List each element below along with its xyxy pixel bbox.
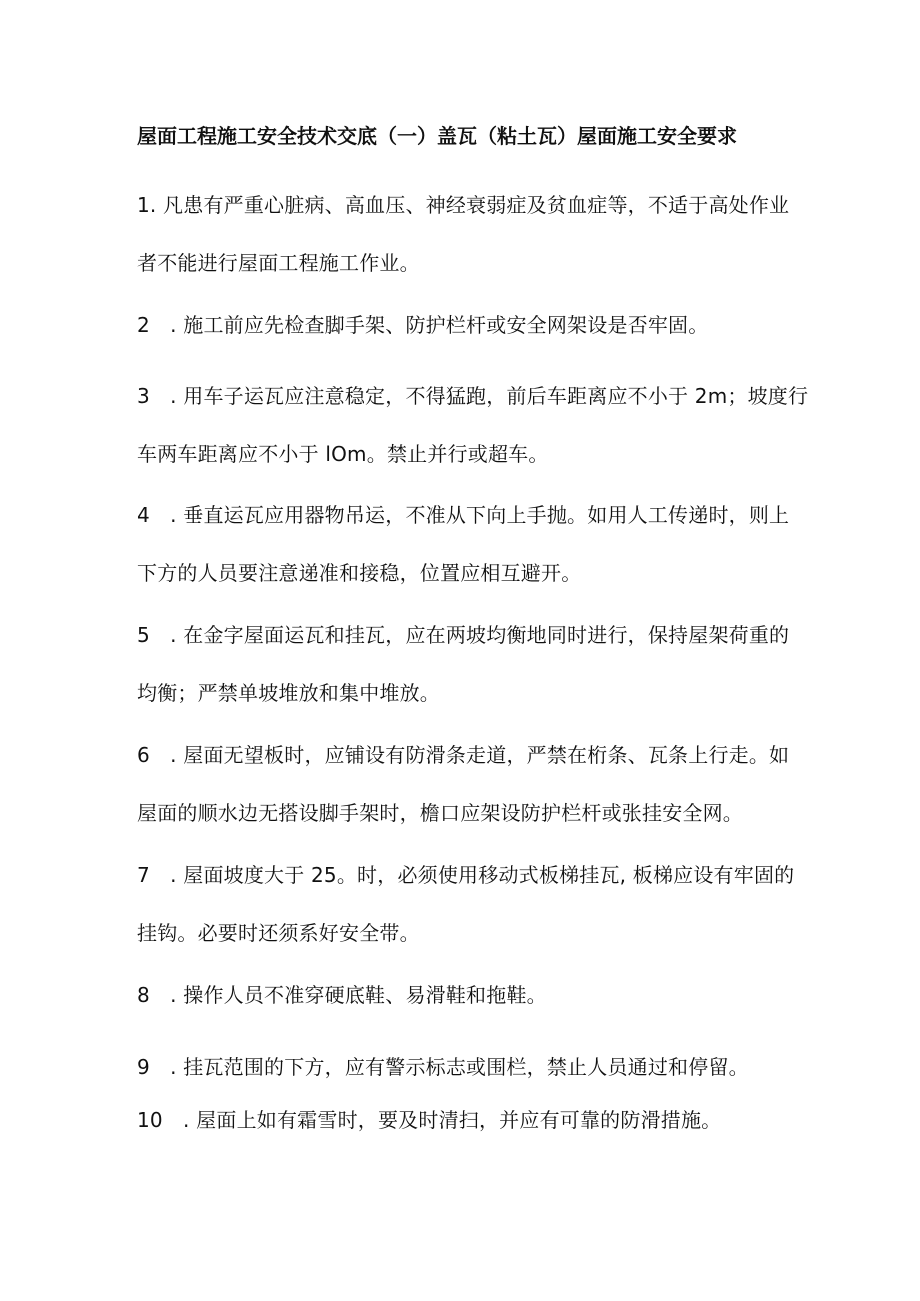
list-item-7 <box>137 846 795 962</box>
list-item-3 <box>137 367 809 483</box>
list-item-2 <box>137 296 787 354</box>
list-item-line: 挂钩。必要时还须系好安全带。 <box>137 921 420 945</box>
list-item-line: 车两车距离应不小于 lOm。禁止并行或超车。 <box>137 442 549 466</box>
list-item-line: 7 . 屋面坡度大于 25。时，必须使用移动式板梯挂瓦, 板梯应设有牢固的 <box>137 863 795 887</box>
list-item-line: 9 . 挂瓦范围的下方，应有警示标志或围栏，禁止人员通过和停留。 <box>137 1055 749 1079</box>
list-item-9 <box>137 1038 787 1096</box>
list-item-line: 2 . 施工前应先检查脚手架、防护栏杆或安全网架设是否牢固。 <box>137 313 709 337</box>
list-item-6 <box>137 726 790 842</box>
list-item-line: 下方的人员要注意递准和接稳，位置应相互避开。 <box>137 561 582 585</box>
list-item-line: 1. 凡患有严重心脏病、高血压、神经衰弱症及贫血症等，不适于高处作业 <box>137 193 790 217</box>
list-item-line: 8 . 操作人员不准穿硬底鞋、易滑鞋和拖鞋。 <box>137 983 547 1007</box>
list-item-line: 10 . 屋面上如有霜雪时，要及时清扫，并应有可靠的防滑措施。 <box>137 1108 722 1132</box>
list-item-line: 3 . 用车子运瓦应注意稳定，不得猛跑，前后车距离应不小于 2m；坡度行 <box>137 384 809 408</box>
list-item-1 <box>137 176 790 292</box>
list-item-line: 5 . 在金字屋面运瓦和挂瓦，应在两坡均衡地同时进行，保持屋架荷重的 <box>137 623 790 647</box>
list-item-line: 4 . 垂直运瓦应用器物吊运，不准从下向上手抛。如用人工传递时，则上 <box>137 503 790 527</box>
list-item-line: 6 . 屋面无望板时，应铺设有防滑条走道，严禁在桁条、瓦条上行走。如 <box>137 743 790 767</box>
list-item-line: 均衡；严禁单坡堆放和集中堆放。 <box>137 681 440 705</box>
list-item-line: 者不能进行屋面工程施工作业。 <box>137 251 420 275</box>
list-item-8 <box>137 966 787 1024</box>
list-item-5 <box>137 606 790 722</box>
document-title: 屋面工程施工安全技术交底（一）盖瓦（粘土瓦）屋面施工安全要求 <box>137 124 737 148</box>
list-item-line: 屋面的顺水边无搭设脚手架时，檐口应架设防护栏杆或张挂安全网。 <box>137 801 743 825</box>
list-item-4 <box>137 486 790 602</box>
list-item-10 <box>137 1091 787 1149</box>
